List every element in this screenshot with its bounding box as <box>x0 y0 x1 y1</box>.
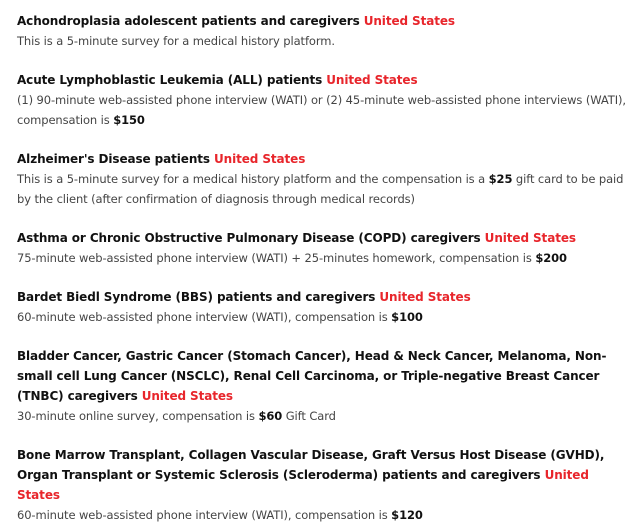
study-description <box>17 307 632 327</box>
study-condition: Bardet Biedl Syndrome (BBS) patients and caregivers <box>17 290 376 304</box>
study-country: United States <box>17 468 589 502</box>
study-entry <box>17 445 632 525</box>
study-condition: Achondroplasia adolescent patients and caregivers <box>17 14 360 28</box>
study-title <box>17 287 632 307</box>
description-text: 60-minute web-assisted phone interview (WATI), compensation is <box>17 310 392 324</box>
study-title <box>17 149 632 169</box>
description-text: 30-minute online survey, compensation is <box>17 409 259 423</box>
study-entry <box>17 228 632 268</box>
description-text: This is a 5-minute survey for a medical history platform and the compensation is a <box>17 172 489 186</box>
study-entry <box>17 287 632 327</box>
study-condition: Bladder Cancer, Gastric Cancer (Stomach Cancer), Head & Neck Cancer, Melanoma, Non-small cell Lung Cancer (NSCLC), Renal Cell Carcinoma, or Triple-negative Breast Cancer (TNBC) caregivers <box>17 349 607 403</box>
study-condition: Bone Marrow Transplant, Collagen Vascular Disease, Graft Versus Host Disease (GVHD), Organ Transplant or Systemic Sclerosis (Scleroderma) patients and caregivers <box>17 448 605 482</box>
study-country: United States <box>363 14 455 28</box>
compensation-amount: $200 <box>535 251 567 265</box>
study-country: United States <box>484 231 576 245</box>
study-entry <box>17 346 632 426</box>
study-description <box>17 169 632 209</box>
description-text: 75-minute web-assisted phone interview (WATI) + 25-minutes homework, compensation is <box>17 251 536 265</box>
compensation-amount: $100 <box>391 310 423 324</box>
study-description <box>17 90 632 130</box>
study-condition: Asthma or Chronic Obstructive Pulmonary Disease (COPD) caregivers <box>17 231 481 245</box>
compensation-amount: $150 <box>113 113 145 127</box>
description-text: 60-minute web-assisted phone interview (WATI), compensation is <box>17 508 392 522</box>
study-description <box>17 31 632 51</box>
compensation-amount: $120 <box>391 508 423 522</box>
description-text-after: Gift Card <box>282 409 336 423</box>
study-title <box>17 346 632 406</box>
description-text-after: gift card to be paid by the client (after confirmation of diagnosis through medical records) <box>17 172 624 206</box>
study-entry <box>17 11 632 51</box>
study-description <box>17 505 632 525</box>
description-text: (1) 90-minute web-assisted phone interview (WATI) or (2) 45-minute web-assisted phone interviews (WATI), compensation is <box>17 93 626 127</box>
study-title <box>17 70 632 90</box>
study-title <box>17 228 632 248</box>
study-condition: Alzheimer's Disease patients <box>17 152 210 166</box>
study-title <box>17 11 632 31</box>
study-title <box>17 445 632 505</box>
study-description <box>17 248 632 268</box>
study-entry <box>17 149 632 209</box>
study-entry <box>17 70 632 130</box>
study-country: United States <box>214 152 306 166</box>
study-country: United States <box>141 389 233 403</box>
study-country: United States <box>326 73 418 87</box>
compensation-amount: $25 <box>488 172 513 186</box>
study-description <box>17 406 632 426</box>
study-condition: Acute Lymphoblastic Leukemia (ALL) patients <box>17 73 323 87</box>
description-text: This is a 5-minute survey for a medical history platform. <box>17 34 335 48</box>
study-country: United States <box>379 290 471 304</box>
compensation-amount: $60 <box>258 409 283 423</box>
